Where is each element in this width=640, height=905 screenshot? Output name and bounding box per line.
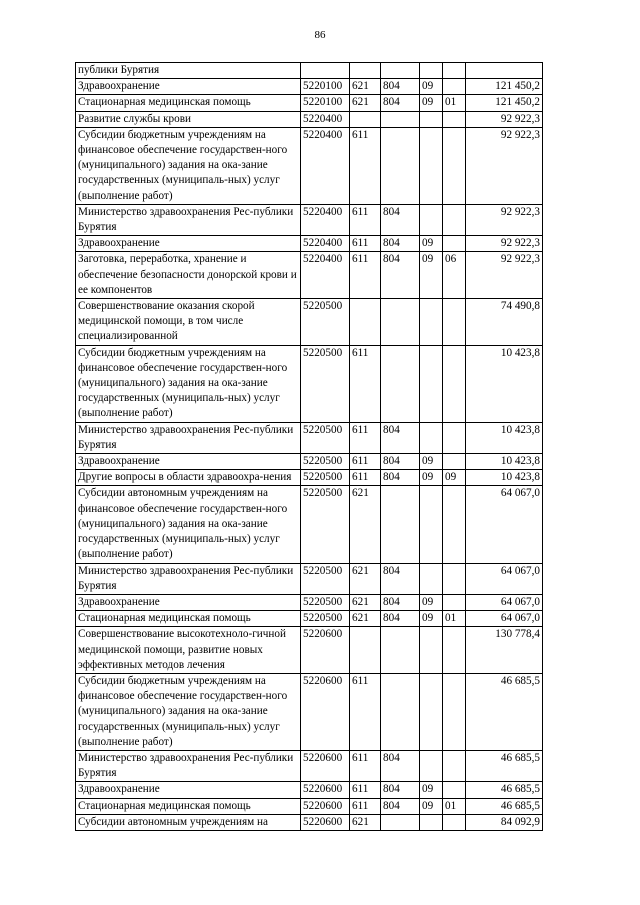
table-row xyxy=(76,798,543,814)
row-name-cell: Субсидии бюджетным учреждениям на финансовое обеспечение государствен-ного (муниципального) задания на ока-зание государственных (муниципаль-ных) услуг (выполнение работ) xyxy=(76,673,301,750)
row-expense-type-cell: 611 xyxy=(350,798,381,814)
row-amount-cell xyxy=(466,63,543,79)
row-csr-code-cell: 5220500 xyxy=(301,422,350,453)
row-csr-code-cell: 5220500 xyxy=(301,594,350,610)
row-subsection-cell xyxy=(443,486,466,563)
row-subsection-cell: 09 xyxy=(443,470,466,486)
row-amount-cell: 46 685,5 xyxy=(466,798,543,814)
row-amount-cell: 92 922,3 xyxy=(466,236,543,252)
row-name-cell: Субсидии автономным учреждениям на xyxy=(76,814,301,830)
row-expense-type-cell: 611 xyxy=(350,345,381,422)
row-subsection-cell xyxy=(443,750,466,781)
table-row xyxy=(76,454,543,470)
row-expense-type-cell: 611 xyxy=(350,454,381,470)
table-row xyxy=(76,111,543,127)
row-subsection-cell xyxy=(443,594,466,610)
row-amount-cell: 64 067,0 xyxy=(466,486,543,563)
row-name-cell: Совершенствование высокотехноло-гичной медицинской помощи, развитие новых эффективных методов лечения xyxy=(76,627,301,674)
row-subsection-cell xyxy=(443,814,466,830)
row-expense-type-cell: 611 xyxy=(350,782,381,798)
row-csr-code-cell: 5220500 xyxy=(301,486,350,563)
row-department-cell: 804 xyxy=(381,95,420,111)
row-department-cell: 804 xyxy=(381,782,420,798)
row-department-cell xyxy=(381,111,420,127)
row-section-cell xyxy=(420,750,443,781)
row-csr-code-cell: 5220600 xyxy=(301,782,350,798)
row-name-cell: Заготовка, переработка, хранение и обеспечение безопасности донорской крови и ее компонентов xyxy=(76,252,301,299)
row-section-cell: 09 xyxy=(420,611,443,627)
row-name-cell: публики Бурятия xyxy=(76,63,301,79)
page-number: 86 xyxy=(314,29,326,41)
row-subsection-cell xyxy=(443,63,466,79)
row-section-cell: 09 xyxy=(420,594,443,610)
table-row xyxy=(76,345,543,422)
row-expense-type-cell: 611 xyxy=(350,204,381,235)
table-row xyxy=(76,611,543,627)
row-department-cell xyxy=(381,299,420,346)
row-subsection-cell xyxy=(443,127,466,204)
row-amount-cell: 46 685,5 xyxy=(466,673,543,750)
row-csr-code-cell: 5220400 xyxy=(301,236,350,252)
row-expense-type-cell: 611 xyxy=(350,236,381,252)
row-csr-code-cell: 5220500 xyxy=(301,563,350,594)
row-csr-code-cell: 5220600 xyxy=(301,798,350,814)
row-expense-type-cell: 611 xyxy=(350,750,381,781)
row-csr-code-cell xyxy=(301,63,350,79)
row-name-cell: Министерство здравоохранения Рес-публики Бурятия xyxy=(76,563,301,594)
row-expense-type-cell: 621 xyxy=(350,95,381,111)
row-section-cell xyxy=(420,627,443,674)
row-csr-code-cell: 5220600 xyxy=(301,627,350,674)
row-department-cell xyxy=(381,345,420,422)
row-subsection-cell xyxy=(443,782,466,798)
table-row xyxy=(76,470,543,486)
row-department-cell: 804 xyxy=(381,422,420,453)
row-csr-code-cell: 5220400 xyxy=(301,204,350,235)
table-row xyxy=(76,594,543,610)
row-department-cell: 804 xyxy=(381,252,420,299)
row-amount-cell: 64 067,0 xyxy=(466,594,543,610)
row-subsection-cell: 01 xyxy=(443,798,466,814)
row-department-cell: 804 xyxy=(381,204,420,235)
row-department-cell: 804 xyxy=(381,470,420,486)
table-row xyxy=(76,236,543,252)
row-amount-cell: 10 423,8 xyxy=(466,345,543,422)
table-row xyxy=(76,750,543,781)
row-amount-cell: 130 778,4 xyxy=(466,627,543,674)
row-section-cell xyxy=(420,63,443,79)
row-csr-code-cell: 5220600 xyxy=(301,750,350,781)
row-csr-code-cell: 5220100 xyxy=(301,95,350,111)
row-name-cell: Развитие службы крови xyxy=(76,111,301,127)
row-name-cell: Субсидии бюджетным учреждениям на финансовое обеспечение государствен-ного (муниципального) задания на ока-зание государственных (муниципаль-ных) услуг (выполнение работ) xyxy=(76,345,301,422)
row-amount-cell: 92 922,3 xyxy=(466,204,543,235)
row-expense-type-cell: 621 xyxy=(350,79,381,95)
table-row xyxy=(76,627,543,674)
row-amount-cell: 10 423,8 xyxy=(466,470,543,486)
row-name-cell: Здравоохранение xyxy=(76,236,301,252)
row-csr-code-cell: 5220400 xyxy=(301,111,350,127)
row-name-cell: Здравоохранение xyxy=(76,782,301,798)
row-department-cell: 804 xyxy=(381,611,420,627)
row-section-cell: 09 xyxy=(420,782,443,798)
row-name-cell: Министерство здравоохранения Рес-публики Бурятия xyxy=(76,750,301,781)
table-row xyxy=(76,814,543,830)
row-name-cell: Совершенствование оказания скорой медицинской помощи, в том числе специализированной xyxy=(76,299,301,346)
table-row xyxy=(76,486,543,563)
row-name-cell: Министерство здравоохранения Рес-публики Бурятия xyxy=(76,422,301,453)
row-amount-cell: 92 922,3 xyxy=(466,111,543,127)
row-amount-cell: 64 067,0 xyxy=(466,611,543,627)
table-row xyxy=(76,204,543,235)
row-csr-code-cell: 5220500 xyxy=(301,611,350,627)
row-department-cell xyxy=(381,814,420,830)
row-section-cell xyxy=(420,127,443,204)
row-subsection-cell xyxy=(443,673,466,750)
row-amount-cell: 10 423,8 xyxy=(466,422,543,453)
row-expense-type-cell: 621 xyxy=(350,563,381,594)
row-subsection-cell xyxy=(443,422,466,453)
row-section-cell: 09 xyxy=(420,798,443,814)
row-subsection-cell xyxy=(443,563,466,594)
row-subsection-cell: 06 xyxy=(443,252,466,299)
row-subsection-cell xyxy=(443,627,466,674)
row-department-cell xyxy=(381,486,420,563)
row-csr-code-cell: 5220500 xyxy=(301,345,350,422)
row-amount-cell: 64 067,0 xyxy=(466,563,543,594)
table-row xyxy=(76,673,543,750)
row-name-cell: Здравоохранение xyxy=(76,454,301,470)
row-name-cell: Здравоохранение xyxy=(76,79,301,95)
row-csr-code-cell: 5220400 xyxy=(301,127,350,204)
row-amount-cell: 74 490,8 xyxy=(466,299,543,346)
row-amount-cell: 121 450,2 xyxy=(466,79,543,95)
row-section-cell xyxy=(420,422,443,453)
row-expense-type-cell: 611 xyxy=(350,422,381,453)
table-row xyxy=(76,782,543,798)
row-expense-type-cell: 611 xyxy=(350,673,381,750)
row-section-cell xyxy=(420,814,443,830)
table-row xyxy=(76,63,543,79)
row-subsection-cell xyxy=(443,79,466,95)
table-row xyxy=(76,422,543,453)
row-name-cell: Стационарная медицинская помощь xyxy=(76,95,301,111)
row-amount-cell: 46 685,5 xyxy=(466,782,543,798)
row-expense-type-cell: 611 xyxy=(350,252,381,299)
row-amount-cell: 46 685,5 xyxy=(466,750,543,781)
row-department-cell: 804 xyxy=(381,750,420,781)
row-subsection-cell: 01 xyxy=(443,611,466,627)
row-amount-cell: 92 922,3 xyxy=(466,252,543,299)
row-csr-code-cell: 5220400 xyxy=(301,252,350,299)
row-section-cell xyxy=(420,673,443,750)
row-expense-type-cell: 621 xyxy=(350,814,381,830)
row-csr-code-cell: 5220500 xyxy=(301,299,350,346)
row-subsection-cell xyxy=(443,299,466,346)
row-name-cell: Стационарная медицинская помощь xyxy=(76,611,301,627)
row-department-cell xyxy=(381,627,420,674)
budget-table-body xyxy=(76,63,543,831)
row-amount-cell: 84 092,9 xyxy=(466,814,543,830)
row-section-cell xyxy=(420,345,443,422)
table-row xyxy=(76,252,543,299)
row-csr-code-cell: 5220600 xyxy=(301,673,350,750)
row-subsection-cell xyxy=(443,454,466,470)
row-name-cell: Субсидии автономным учреждениям на финансовое обеспечение государствен-ного (муниципального) задания на ока-зание государственных (муниципаль-ных) услуг (выполнение работ) xyxy=(76,486,301,563)
row-subsection-cell xyxy=(443,204,466,235)
row-amount-cell: 92 922,3 xyxy=(466,127,543,204)
row-amount-cell: 10 423,8 xyxy=(466,454,543,470)
budget-table xyxy=(75,62,543,831)
table-row xyxy=(76,563,543,594)
row-department-cell xyxy=(381,673,420,750)
row-expense-type-cell: 621 xyxy=(350,611,381,627)
row-section-cell xyxy=(420,111,443,127)
row-section-cell xyxy=(420,486,443,563)
row-department-cell xyxy=(381,63,420,79)
row-department-cell: 804 xyxy=(381,594,420,610)
row-department-cell xyxy=(381,127,420,204)
row-expense-type-cell: 621 xyxy=(350,594,381,610)
row-expense-type-cell: 621 xyxy=(350,486,381,563)
row-amount-cell: 121 450,2 xyxy=(466,95,543,111)
table-row xyxy=(76,127,543,204)
row-expense-type-cell xyxy=(350,299,381,346)
row-name-cell: Субсидии бюджетным учреждениям на финансовое обеспечение государствен-ного (муниципального) задания на ока-зание государственных (муниципаль-ных) услуг (выполнение работ) xyxy=(76,127,301,204)
table-row xyxy=(76,299,543,346)
row-subsection-cell xyxy=(443,111,466,127)
row-department-cell: 804 xyxy=(381,236,420,252)
row-name-cell: Министерство здравоохранения Рес-публики Бурятия xyxy=(76,204,301,235)
row-subsection-cell: 01 xyxy=(443,95,466,111)
row-section-cell: 09 xyxy=(420,79,443,95)
row-department-cell: 804 xyxy=(381,798,420,814)
row-expense-type-cell: 611 xyxy=(350,470,381,486)
row-csr-code-cell: 5220100 xyxy=(301,79,350,95)
table-row xyxy=(76,95,543,111)
row-csr-code-cell: 5220600 xyxy=(301,814,350,830)
row-department-cell: 804 xyxy=(381,563,420,594)
row-section-cell: 09 xyxy=(420,454,443,470)
row-name-cell: Здравоохранение xyxy=(76,594,301,610)
row-expense-type-cell xyxy=(350,627,381,674)
row-csr-code-cell: 5220500 xyxy=(301,470,350,486)
row-section-cell: 09 xyxy=(420,236,443,252)
row-section-cell xyxy=(420,204,443,235)
row-name-cell: Стационарная медицинская помощь xyxy=(76,798,301,814)
row-subsection-cell xyxy=(443,345,466,422)
row-section-cell xyxy=(420,299,443,346)
row-section-cell: 09 xyxy=(420,252,443,299)
row-section-cell: 09 xyxy=(420,470,443,486)
row-section-cell: 09 xyxy=(420,95,443,111)
row-expense-type-cell xyxy=(350,111,381,127)
row-name-cell: Другие вопросы в области здравоохра-нения xyxy=(76,470,301,486)
row-department-cell: 804 xyxy=(381,454,420,470)
table-row xyxy=(76,79,543,95)
row-expense-type-cell: 611 xyxy=(350,127,381,204)
row-csr-code-cell: 5220500 xyxy=(301,454,350,470)
row-expense-type-cell xyxy=(350,63,381,79)
row-section-cell xyxy=(420,563,443,594)
row-subsection-cell xyxy=(443,236,466,252)
row-department-cell: 804 xyxy=(381,79,420,95)
